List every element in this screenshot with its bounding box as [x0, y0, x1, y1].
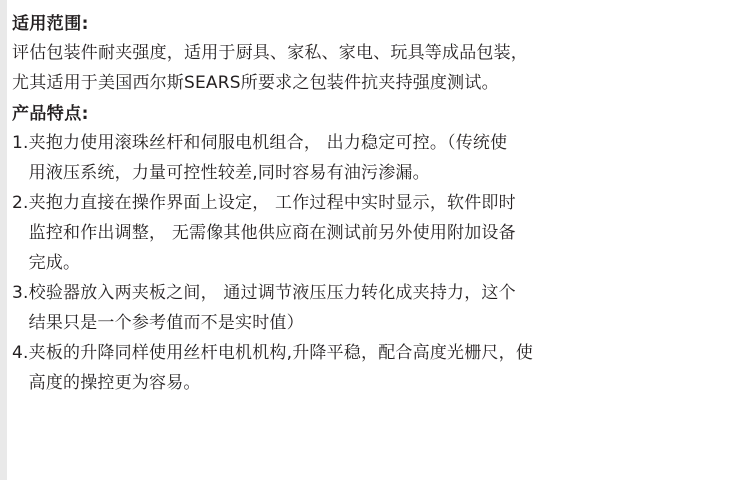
- section-scope-paragraph-1: 评估包装件耐夹强度，适用于厨具、家私、家电、玩具等成品包装，: [12, 43, 528, 63]
- section-scope-paragraph-2: 尤其适用于美国西尔斯SEARS所要求之包装件抗夹持强度测试。: [12, 73, 499, 93]
- list-item-line: 结果只是一个参考值而不是实时值）: [28, 313, 304, 333]
- list-item-line: 监控和作出调整， 无需像其他供应商在测试前另外使用附加设备: [28, 223, 516, 243]
- list-item-text: [29, 188, 740, 278]
- left-margin-strip: [0, 0, 7, 480]
- list-item-line: 高度的操控更为容易。: [28, 373, 201, 393]
- list-item-text: [29, 278, 740, 338]
- list-item-text: [29, 128, 740, 188]
- section-features: [12, 100, 740, 398]
- list-item: [12, 338, 740, 398]
- list-item-number: 3.: [12, 283, 29, 303]
- document-content: [12, 10, 740, 398]
- list-item-line: 完成。: [28, 253, 81, 273]
- list-item-line: 夹板的升降同样使用丝杆电机机构,升降平稳，配合高度光栅尺，使: [28, 343, 534, 363]
- list-item-line: 用液压系统，力量可控性较差,同时容易有油污渗漏。: [28, 163, 430, 183]
- list-item-number: 1.: [12, 133, 29, 153]
- section-features-heading: 产品特点:: [12, 104, 89, 124]
- list-item-line: 夹抱力使用滚珠丝杆和伺服电机组合， 出力稳定可控。（传统使: [28, 133, 508, 153]
- section-scope-heading: 适用范围:: [12, 14, 89, 34]
- list-item-line: 校验器放入两夹板之间， 通过调节液压压力转化成夹持力，这个: [28, 283, 516, 303]
- list-item: [12, 278, 740, 338]
- list-item: [12, 188, 740, 278]
- section-scope: [12, 10, 740, 98]
- list-item: [12, 128, 740, 188]
- list-item-number: 4.: [12, 343, 29, 363]
- features-list: [12, 128, 740, 398]
- list-item-line: 夹抱力直接在操作界面上设定， 工作过程中实时显示，软件即时: [28, 193, 516, 213]
- list-item-number: 2.: [12, 193, 29, 213]
- list-item-text: [29, 338, 740, 398]
